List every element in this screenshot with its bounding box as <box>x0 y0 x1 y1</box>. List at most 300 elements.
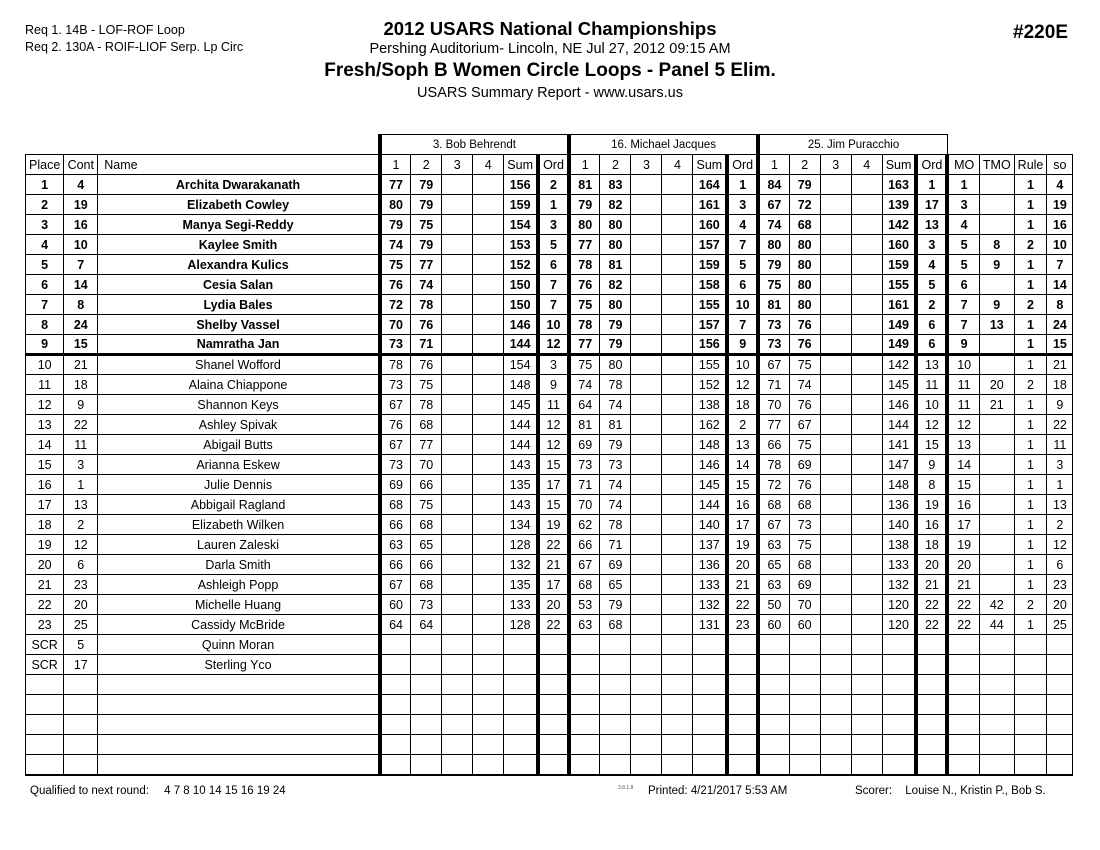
table-row[interactable] <box>26 455 1073 475</box>
cell-so <box>1047 635 1073 655</box>
cell-j3-mark-3 <box>820 735 851 755</box>
cell-j3-mark-3 <box>820 635 851 655</box>
cell-j3-sum: 145 <box>882 375 916 395</box>
report-header <box>0 0 1100 120</box>
table-row[interactable] <box>26 395 1073 415</box>
cell-j2-sum <box>693 715 727 735</box>
cell-j1-mark-4 <box>473 395 504 415</box>
cell-name: Sterling Yco <box>98 655 380 675</box>
cell-j3-sum <box>882 675 916 695</box>
cell-j1-mark-4 <box>473 435 504 455</box>
table-row[interactable] <box>26 695 1073 715</box>
cell-j3-ord: 12 <box>916 415 947 435</box>
cell-j1-ord: 3 <box>538 215 569 235</box>
cell-j1-ord: 7 <box>538 275 569 295</box>
cell-place: 1 <box>26 175 64 195</box>
cell-j2-sum: 155 <box>693 355 727 375</box>
col-header-name: Name <box>98 155 380 175</box>
cell-j2-mark-3 <box>631 615 662 635</box>
cell-j1-mark-4 <box>473 695 504 715</box>
cell-rule: 1 <box>1014 495 1047 515</box>
cell-j1-ord <box>538 655 569 675</box>
cell-j2-mark-2: 65 <box>600 575 631 595</box>
cell-place <box>26 755 64 775</box>
cell-j1-mark-1: 67 <box>380 435 411 455</box>
cell-rule: 1 <box>1014 435 1047 455</box>
cell-cont <box>64 695 98 715</box>
judge-banner-spacer <box>98 135 380 155</box>
col-header-j1-mark-4: 4 <box>473 155 504 175</box>
cell-j3-mark-1: 67 <box>758 355 789 375</box>
cell-j2-ord: 7 <box>727 315 758 335</box>
cell-mo <box>947 635 979 655</box>
cell-j2-mark-2: 80 <box>600 355 631 375</box>
cell-j2-mark-4 <box>662 595 693 615</box>
cell-j3-mark-3 <box>820 235 851 255</box>
cell-j2-mark-3 <box>631 295 662 315</box>
table-row[interactable] <box>26 515 1073 535</box>
table-row[interactable] <box>26 755 1073 775</box>
cell-j3-ord: 15 <box>916 435 947 455</box>
cell-mo: 22 <box>947 615 979 635</box>
cell-j2-sum <box>693 635 727 655</box>
cell-name: Julie Dennis <box>98 475 380 495</box>
cell-j2-mark-1: 66 <box>569 535 600 555</box>
cell-j2-sum <box>693 655 727 675</box>
cell-j2-mark-1 <box>569 715 600 735</box>
cell-tmo <box>979 335 1014 355</box>
cell-mo: 12 <box>947 415 979 435</box>
cell-cont: 11 <box>64 435 98 455</box>
cell-j2-ord: 23 <box>727 615 758 635</box>
cell-j2-mark-2: 81 <box>600 415 631 435</box>
cell-j3-mark-1: 65 <box>758 555 789 575</box>
cell-j2-mark-3 <box>631 595 662 615</box>
cell-j2-sum: 131 <box>693 615 727 635</box>
cell-j2-ord: 3 <box>727 195 758 215</box>
results-table-body <box>26 135 1073 775</box>
cell-place: 5 <box>26 255 64 275</box>
table-row[interactable] <box>26 595 1073 615</box>
cell-so: 14 <box>1047 275 1073 295</box>
cell-j1-mark-1: 67 <box>380 575 411 595</box>
cell-j1-mark-3 <box>442 695 473 715</box>
table-row[interactable] <box>26 295 1073 315</box>
cell-j3-ord: 4 <box>916 255 947 275</box>
cell-j3-mark-1: 79 <box>758 255 789 275</box>
cell-j3-ord: 6 <box>916 315 947 335</box>
cell-place: 12 <box>26 395 64 415</box>
cell-j3-mark-4 <box>851 755 882 775</box>
table-row[interactable] <box>26 715 1073 735</box>
table-row[interactable] <box>26 475 1073 495</box>
cell-j2-mark-1 <box>569 675 600 695</box>
cell-j1-sum: 152 <box>504 255 538 275</box>
judge-2-name: 16. Michael Jacques <box>569 135 758 155</box>
cell-j1-sum: 144 <box>504 415 538 435</box>
table-row[interactable] <box>26 195 1073 215</box>
cell-j2-mark-3 <box>631 675 662 695</box>
table-row[interactable] <box>26 675 1073 695</box>
cell-j2-ord: 16 <box>727 495 758 515</box>
table-row[interactable] <box>26 415 1073 435</box>
cell-j1-ord: 17 <box>538 475 569 495</box>
cell-mo <box>947 655 979 675</box>
cell-j2-mark-2: 74 <box>600 495 631 515</box>
table-row[interactable] <box>26 435 1073 455</box>
cell-name: Manya Segi-Reddy <box>98 215 380 235</box>
cell-j1-mark-4 <box>473 515 504 535</box>
cell-j3-mark-1: 67 <box>758 195 789 215</box>
cell-j2-mark-1: 76 <box>569 275 600 295</box>
cell-j2-sum: 152 <box>693 375 727 395</box>
cell-name <box>98 715 380 735</box>
cell-j2-mark-3 <box>631 275 662 295</box>
cell-j3-mark-3 <box>820 755 851 775</box>
cell-j3-sum: 120 <box>882 595 916 615</box>
cell-j3-mark-4 <box>851 355 882 375</box>
results-table <box>25 134 1073 776</box>
cell-j3-mark-3 <box>820 335 851 355</box>
cell-j1-mark-1: 73 <box>380 455 411 475</box>
cell-j3-ord: 9 <box>916 455 947 475</box>
cell-j1-mark-2: 66 <box>411 475 442 495</box>
cell-cont: 1 <box>64 475 98 495</box>
judge-banner-spacer <box>26 135 64 155</box>
cell-rule <box>1014 735 1047 755</box>
cell-j2-mark-1: 79 <box>569 195 600 215</box>
table-row[interactable] <box>26 495 1073 515</box>
cell-j3-sum: 140 <box>882 515 916 535</box>
cell-place: 8 <box>26 315 64 335</box>
cell-mo: 14 <box>947 455 979 475</box>
table-row[interactable] <box>26 375 1073 395</box>
cell-j1-ord <box>538 635 569 655</box>
cell-mo: 21 <box>947 575 979 595</box>
cell-j1-ord: 15 <box>538 455 569 475</box>
cell-name <box>98 695 380 715</box>
cell-so: 22 <box>1047 415 1073 435</box>
judge-banner-spacer <box>947 135 1073 155</box>
cell-j3-mark-1: 73 <box>758 335 789 355</box>
cell-j3-mark-3 <box>820 435 851 455</box>
cell-j2-mark-4 <box>662 475 693 495</box>
cell-j2-mark-2: 71 <box>600 535 631 555</box>
cell-cont: 2 <box>64 515 98 535</box>
cell-j2-mark-4 <box>662 755 693 775</box>
cell-name: Ashley Spivak <box>98 415 380 435</box>
cell-cont: 21 <box>64 355 98 375</box>
cell-j1-mark-1: 79 <box>380 215 411 235</box>
cell-j2-mark-2: 79 <box>600 435 631 455</box>
cell-j1-sum: 144 <box>504 335 538 355</box>
cell-j1-ord: 11 <box>538 395 569 415</box>
cell-j2-mark-1: 63 <box>569 615 600 635</box>
cell-j3-mark-1: 75 <box>758 275 789 295</box>
cell-j1-ord <box>538 755 569 775</box>
version-text: 3.8.1.8 <box>618 785 634 791</box>
cell-j2-mark-4 <box>662 395 693 415</box>
cell-tmo <box>979 495 1014 515</box>
table-row[interactable] <box>26 355 1073 375</box>
report-footer <box>0 782 1100 812</box>
column-header-row <box>26 155 1073 175</box>
cell-rule: 1 <box>1014 215 1047 235</box>
cell-j1-mark-1: 80 <box>380 195 411 215</box>
cell-cont: 16 <box>64 215 98 235</box>
table-row[interactable] <box>26 575 1073 595</box>
table-row[interactable] <box>26 735 1073 755</box>
cell-so: 24 <box>1047 315 1073 335</box>
cell-j1-mark-3 <box>442 255 473 275</box>
cell-cont: 25 <box>64 615 98 635</box>
cell-name: Lydia Bales <box>98 295 380 315</box>
cell-j2-mark-3 <box>631 695 662 715</box>
table-row[interactable] <box>26 555 1073 575</box>
cell-j3-sum: 161 <box>882 295 916 315</box>
cell-j2-ord: 5 <box>727 255 758 275</box>
cell-tmo: 8 <box>979 235 1014 255</box>
cell-j3-mark-3 <box>820 295 851 315</box>
cell-j2-sum <box>693 675 727 695</box>
cell-j3-sum: 160 <box>882 235 916 255</box>
cell-j2-mark-4 <box>662 695 693 715</box>
cell-j3-mark-1: 84 <box>758 175 789 195</box>
cell-j2-mark-3 <box>631 215 662 235</box>
cell-j2-mark-3 <box>631 415 662 435</box>
cell-j3-mark-4 <box>851 595 882 615</box>
cell-j2-sum: 144 <box>693 495 727 515</box>
cell-mo <box>947 715 979 735</box>
cell-tmo <box>979 195 1014 215</box>
cell-j1-sum: 145 <box>504 395 538 415</box>
cell-j3-mark-3 <box>820 555 851 575</box>
cell-j2-sum: 162 <box>693 415 727 435</box>
cell-j1-sum <box>504 675 538 695</box>
cell-j1-mark-1: 76 <box>380 415 411 435</box>
cell-j1-mark-4 <box>473 595 504 615</box>
cell-cont: 6 <box>64 555 98 575</box>
cell-j3-mark-4 <box>851 295 882 315</box>
col-header-j1-mark-1: 1 <box>380 155 411 175</box>
cell-j1-mark-1 <box>380 675 411 695</box>
cell-so <box>1047 735 1073 755</box>
judge-3-name: 25. Jim Puracchio <box>758 135 947 155</box>
cell-j3-mark-2: 79 <box>789 175 820 195</box>
cell-cont <box>64 715 98 735</box>
cell-mo: 5 <box>947 235 979 255</box>
event-title: Fresh/Soph B Women Circle Loops - Panel 5 Elim. <box>324 60 776 81</box>
cell-rule <box>1014 755 1047 775</box>
cell-j2-mark-4 <box>662 495 693 515</box>
cell-j3-mark-1: 73 <box>758 315 789 335</box>
cell-j1-mark-2: 79 <box>411 175 442 195</box>
table-row[interactable] <box>26 275 1073 295</box>
cell-j3-mark-2: 68 <box>789 495 820 515</box>
cell-j1-mark-2 <box>411 715 442 735</box>
cell-j2-mark-1: 74 <box>569 375 600 395</box>
cell-j2-mark-1: 75 <box>569 295 600 315</box>
cell-j1-ord: 2 <box>538 175 569 195</box>
cell-j3-mark-2: 69 <box>789 575 820 595</box>
cell-name <box>98 675 380 695</box>
cell-j1-mark-1: 60 <box>380 595 411 615</box>
table-row[interactable] <box>26 175 1073 195</box>
cell-j1-mark-4 <box>473 735 504 755</box>
cell-mo: 7 <box>947 295 979 315</box>
cell-j2-mark-1: 75 <box>569 355 600 375</box>
table-row[interactable] <box>26 535 1073 555</box>
cell-j2-ord: 15 <box>727 475 758 495</box>
cell-so: 9 <box>1047 395 1073 415</box>
col-header-rule: Rule <box>1014 155 1047 175</box>
cell-j1-mark-2: 78 <box>411 295 442 315</box>
cell-j2-mark-4 <box>662 655 693 675</box>
cell-j2-mark-4 <box>662 275 693 295</box>
cell-j3-mark-4 <box>851 635 882 655</box>
cell-j2-mark-3 <box>631 395 662 415</box>
cell-j1-mark-3 <box>442 635 473 655</box>
cell-j2-mark-4 <box>662 215 693 235</box>
cell-mo: 3 <box>947 195 979 215</box>
cell-j1-mark-2: 75 <box>411 495 442 515</box>
cell-j1-sum: 159 <box>504 195 538 215</box>
cell-j1-mark-3 <box>442 235 473 255</box>
table-row[interactable] <box>26 335 1073 355</box>
cell-rule: 1 <box>1014 315 1047 335</box>
cell-cont: 20 <box>64 595 98 615</box>
cell-j2-mark-1: 81 <box>569 415 600 435</box>
cell-j1-mark-3 <box>442 375 473 395</box>
cell-so: 23 <box>1047 575 1073 595</box>
judge-banner-row <box>26 135 1073 155</box>
cell-j2-ord: 17 <box>727 515 758 535</box>
table-row[interactable] <box>26 315 1073 335</box>
championship-title: 2012 USARS National Championships <box>383 18 717 39</box>
cell-j3-sum: 142 <box>882 355 916 375</box>
cell-mo: 20 <box>947 555 979 575</box>
scorer-line <box>855 785 1046 797</box>
table-row[interactable] <box>26 255 1073 275</box>
cell-j1-mark-3 <box>442 275 473 295</box>
cell-mo <box>947 735 979 755</box>
cell-j1-mark-3 <box>442 315 473 335</box>
cell-j3-mark-2: 76 <box>789 475 820 495</box>
cell-place: 16 <box>26 475 64 495</box>
cell-j1-sum: 153 <box>504 235 538 255</box>
cell-j1-mark-3 <box>442 655 473 675</box>
table-row[interactable] <box>26 655 1073 675</box>
col-header-j1-ord: Ord <box>538 155 569 175</box>
cell-mo: 4 <box>947 215 979 235</box>
col-header-j2-mark-1: 1 <box>569 155 600 175</box>
cell-j1-mark-4 <box>473 195 504 215</box>
cell-cont: 5 <box>64 635 98 655</box>
event-code: #220E <box>1013 22 1068 43</box>
cell-place: 19 <box>26 535 64 555</box>
cell-j2-ord <box>727 675 758 695</box>
cell-j3-ord: 13 <box>916 215 947 235</box>
cell-rule: 1 <box>1014 575 1047 595</box>
cell-j3-mark-2: 75 <box>789 535 820 555</box>
cell-mo <box>947 695 979 715</box>
cell-j1-mark-3 <box>442 495 473 515</box>
cell-j2-mark-2: 74 <box>600 475 631 495</box>
table-row[interactable] <box>26 235 1073 255</box>
cell-tmo <box>979 755 1014 775</box>
cell-so: 3 <box>1047 455 1073 475</box>
cell-so: 25 <box>1047 615 1073 635</box>
cell-j1-mark-1: 77 <box>380 175 411 195</box>
cell-rule: 1 <box>1014 255 1047 275</box>
cell-j3-mark-3 <box>820 375 851 395</box>
cell-j2-mark-1: 68 <box>569 575 600 595</box>
cell-name: Michelle Huang <box>98 595 380 615</box>
cell-j1-mark-2: 79 <box>411 235 442 255</box>
cell-mo: 22 <box>947 595 979 615</box>
cell-j1-mark-4 <box>473 475 504 495</box>
cell-so: 19 <box>1047 195 1073 215</box>
cell-j3-mark-4 <box>851 415 882 435</box>
cell-cont: 3 <box>64 455 98 475</box>
cell-j3-mark-4 <box>851 375 882 395</box>
cell-j3-mark-2 <box>789 675 820 695</box>
cell-j3-sum: 149 <box>882 335 916 355</box>
cell-j1-sum <box>504 755 538 775</box>
cell-j1-mark-4 <box>473 295 504 315</box>
cell-j2-mark-4 <box>662 715 693 735</box>
cell-j1-mark-4 <box>473 555 504 575</box>
cell-j1-mark-1: 72 <box>380 295 411 315</box>
cell-j3-ord: 13 <box>916 355 947 375</box>
cell-j3-ord <box>916 655 947 675</box>
cell-j2-ord: 1 <box>727 175 758 195</box>
cell-j3-mark-3 <box>820 715 851 735</box>
cell-j2-mark-2: 78 <box>600 515 631 535</box>
cell-j1-ord: 5 <box>538 235 569 255</box>
cell-j1-mark-4 <box>473 495 504 515</box>
cell-j1-ord: 22 <box>538 615 569 635</box>
cell-j1-ord: 17 <box>538 575 569 595</box>
cell-mo <box>947 675 979 695</box>
cell-j2-ord: 7 <box>727 235 758 255</box>
cell-j1-mark-4 <box>473 215 504 235</box>
cell-j2-mark-1: 70 <box>569 495 600 515</box>
cell-j3-ord: 18 <box>916 535 947 555</box>
cell-place: 10 <box>26 355 64 375</box>
cell-j3-mark-1: 66 <box>758 435 789 455</box>
cell-j2-mark-4 <box>662 255 693 275</box>
cell-place: 11 <box>26 375 64 395</box>
cell-place: 22 <box>26 595 64 615</box>
table-row[interactable] <box>26 215 1073 235</box>
cell-j2-ord: 9 <box>727 335 758 355</box>
cell-mo: 10 <box>947 355 979 375</box>
cell-j1-mark-1: 69 <box>380 475 411 495</box>
cell-j1-ord: 10 <box>538 315 569 335</box>
cell-j3-mark-2: 60 <box>789 615 820 635</box>
cell-j3-mark-2: 73 <box>789 515 820 535</box>
cell-name: Shanel Wofford <box>98 355 380 375</box>
cell-j3-mark-4 <box>851 475 882 495</box>
cell-j3-mark-1 <box>758 695 789 715</box>
table-row[interactable] <box>26 615 1073 635</box>
cell-j2-sum: 155 <box>693 295 727 315</box>
cell-j2-sum: 164 <box>693 175 727 195</box>
cell-j2-sum: 161 <box>693 195 727 215</box>
table-row[interactable] <box>26 635 1073 655</box>
cell-j3-mark-4 <box>851 315 882 335</box>
